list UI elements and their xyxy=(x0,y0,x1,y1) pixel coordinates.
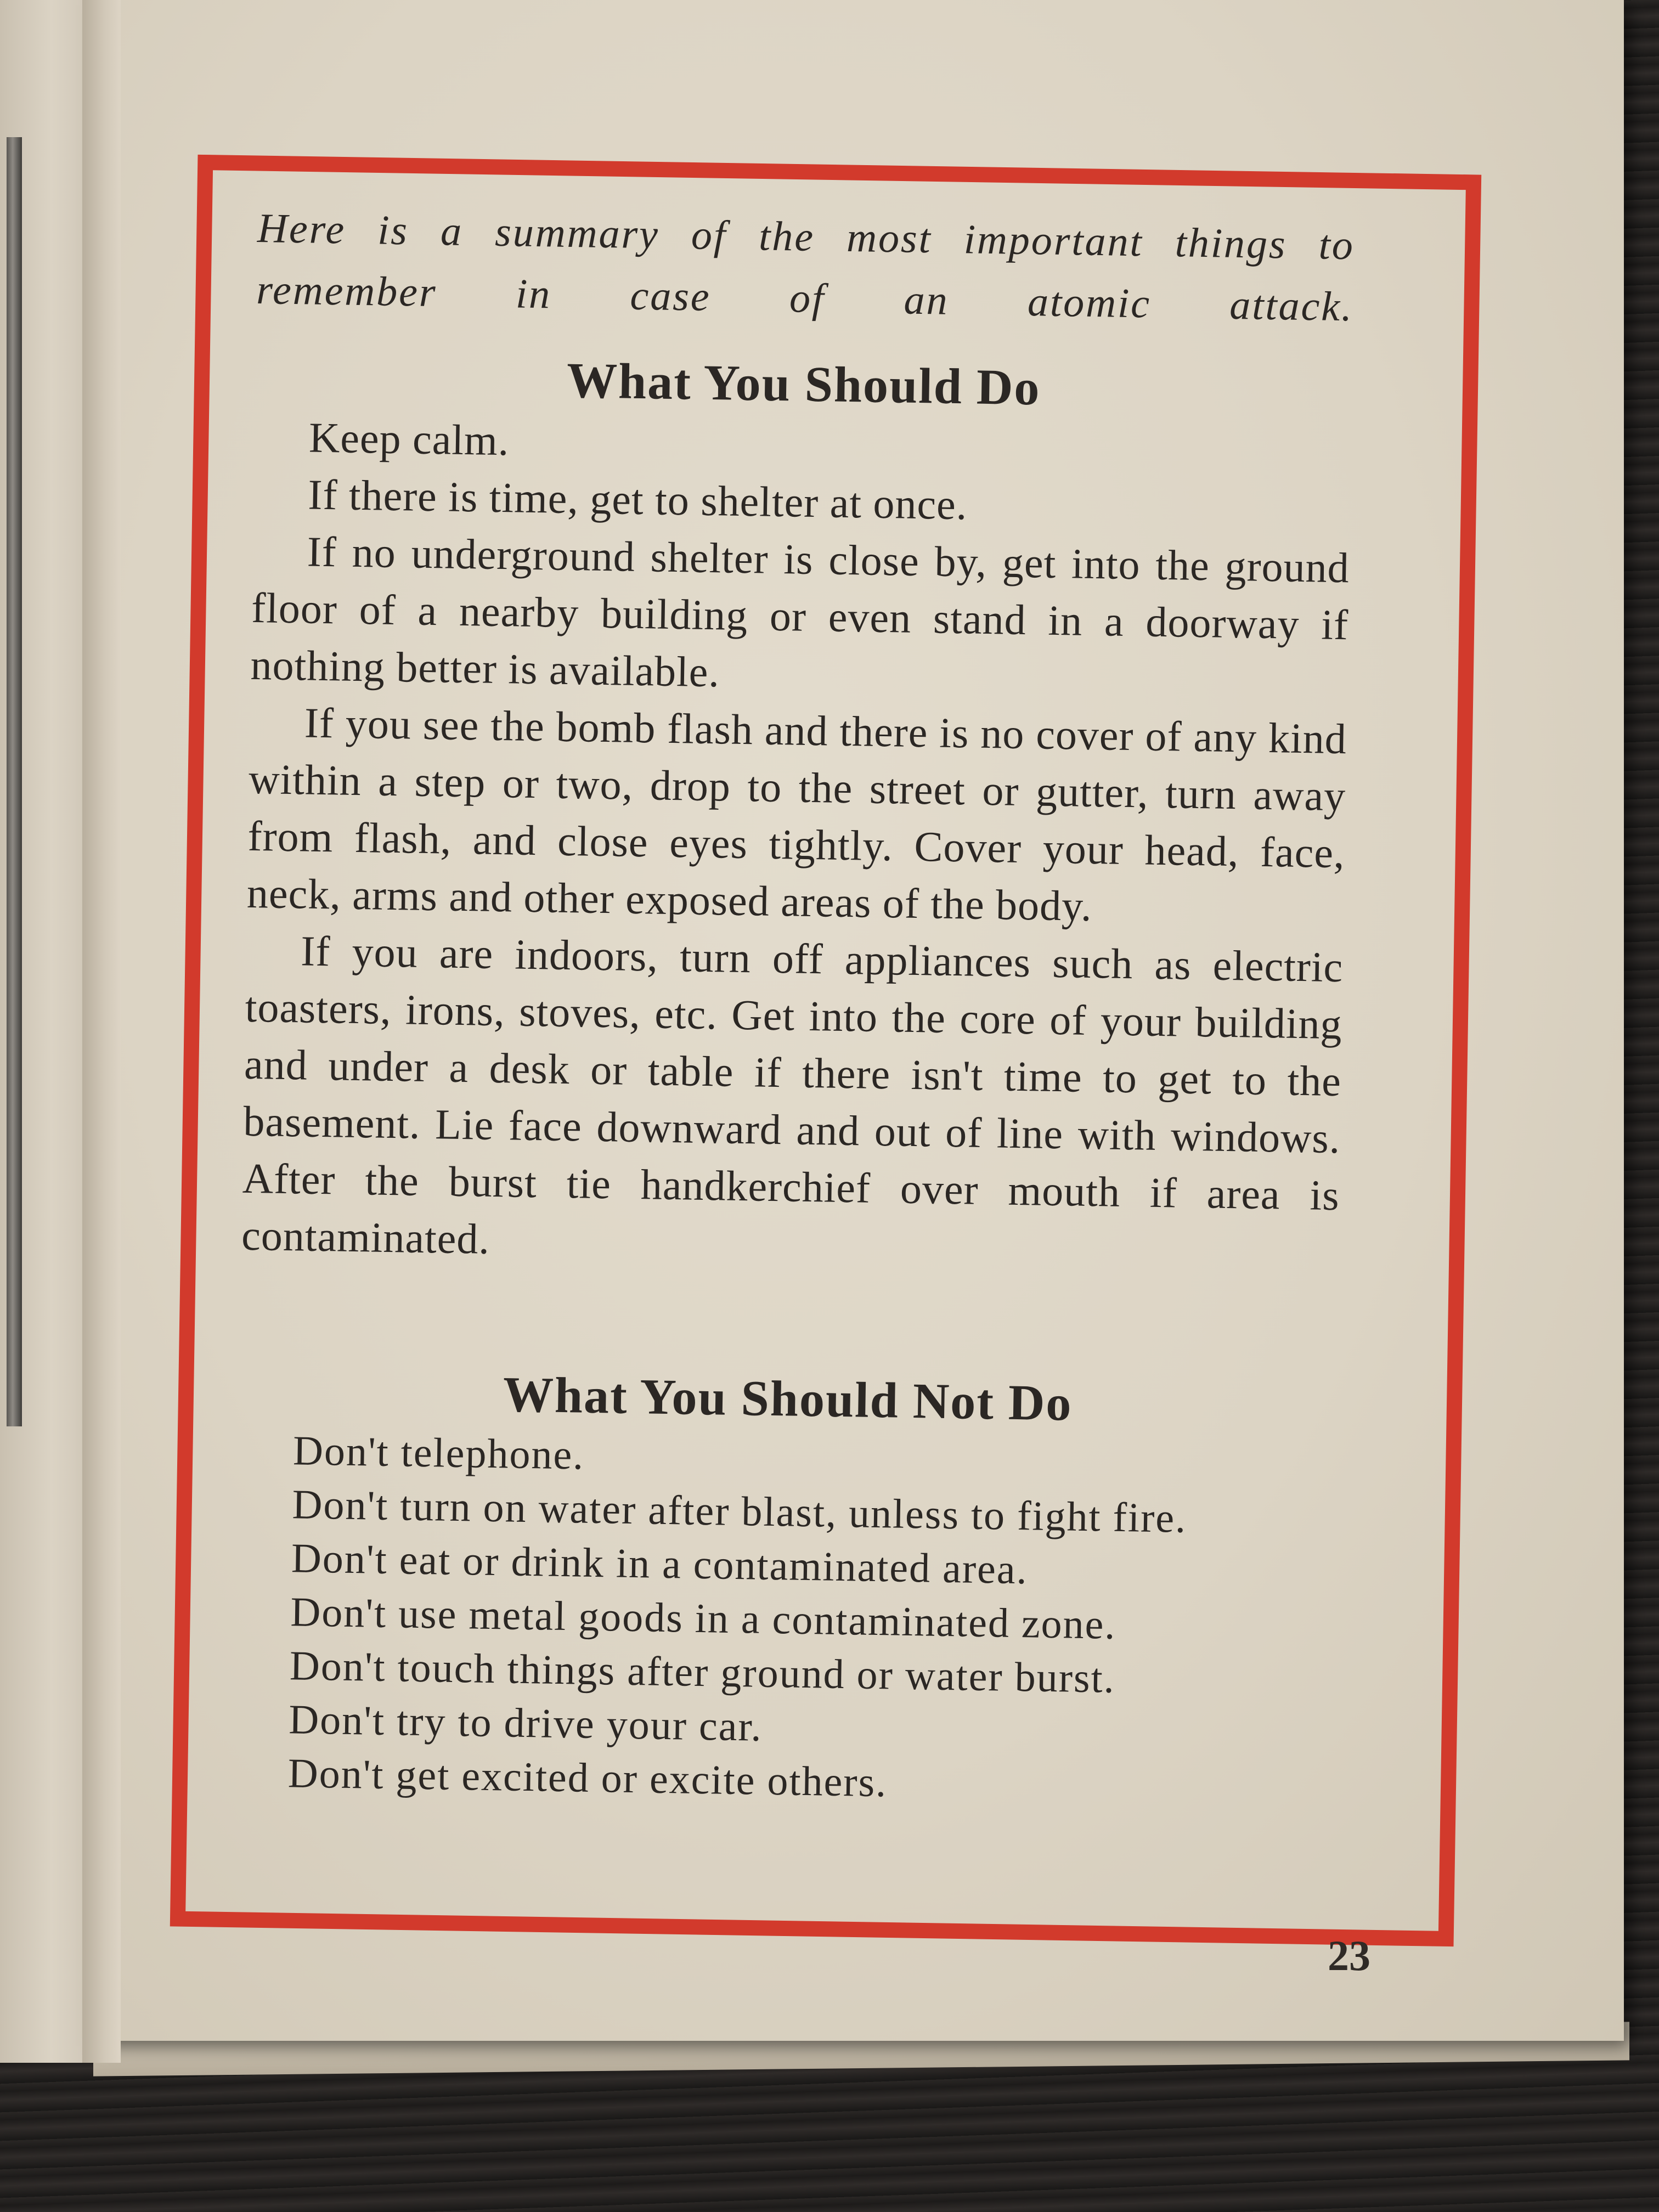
do-paragraph: If there is time, get to shelter at once. xyxy=(307,470,968,529)
dont-item: Don't try to drive your car. xyxy=(288,1696,763,1750)
intro-text: Here is a summary of the most important things to remember in case of an atomic attack. xyxy=(256,205,1355,330)
do-paragraph: If no underground shelter is close by, get into the ground floor of a nearby building or even stand in a doorway if nothing better is available. xyxy=(250,527,1350,696)
left-page-image-edge xyxy=(7,137,22,1426)
page-number: 23 xyxy=(1328,1932,1370,1979)
summary-box xyxy=(233,198,1355,1816)
heading-what-you-should-do: What You Should Do xyxy=(566,352,1041,416)
dont-item: Don't get excited or excite others. xyxy=(287,1750,888,1806)
dont-item: Don't turn on water after blast, unless to fight fire. xyxy=(291,1481,1187,1542)
dont-item: Don't eat or drink in a contaminated area. xyxy=(291,1535,1029,1593)
dont-item: Don't telephone. xyxy=(292,1427,585,1479)
do-paragraph: If you see the bomb flash and there is no cover of any kind within a step or two, drop to the street or gutter, turn away from flash, and close eyes tightly. Cover your head, face, neck, arms and other exposed areas of the body. xyxy=(246,698,1347,930)
dont-item: Don't touch things after ground or water burst. xyxy=(289,1643,1116,1702)
book-gutter xyxy=(82,0,121,2063)
do-paragraph: If you are indoors, turn off appliances such as electric toasters, irons, stoves, etc. Get into the core of your building and under a desk or table if there isn't time to get to the basement. Lie face downward and out of line with windows. After the burst tie handkerchief over mouth if area is contaminated. xyxy=(241,927,1344,1263)
dont-item: Don't use metal goods in a contaminated zone. xyxy=(290,1589,1117,1648)
heading-what-you-should-not-do: What You Should Not Do xyxy=(503,1366,1073,1431)
do-paragraph: Keep calm. xyxy=(308,413,510,465)
